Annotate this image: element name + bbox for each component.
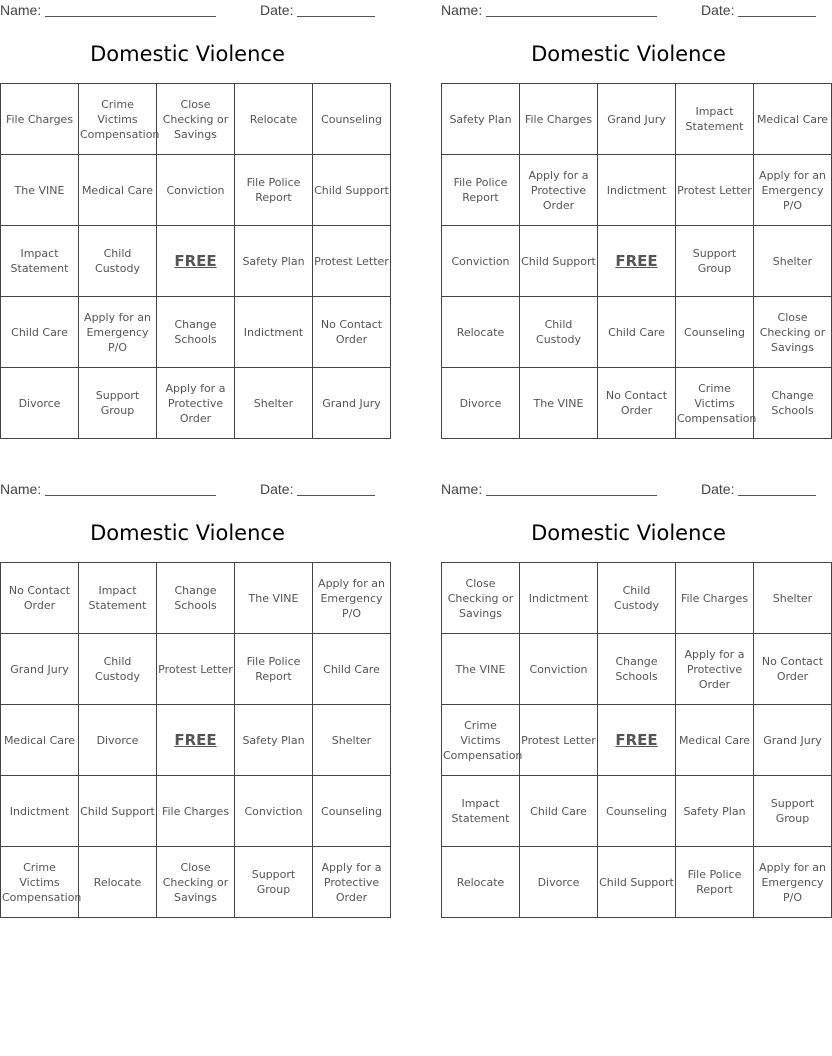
bingo-cell: Child Support bbox=[598, 847, 676, 918]
bingo-cell: Shelter bbox=[754, 563, 832, 634]
bingo-cell: File Police Report bbox=[442, 155, 520, 226]
bingo-cell: Apply for a Protective Order bbox=[676, 634, 754, 705]
bingo-cell: Protest Letter bbox=[313, 226, 391, 297]
bingo-cell: Child Support bbox=[79, 776, 157, 847]
name-label: Name: bbox=[0, 481, 42, 497]
bingo-row bbox=[442, 297, 832, 368]
bingo-cell: No Contact Order bbox=[754, 634, 832, 705]
bingo-cell: Support Group bbox=[754, 776, 832, 847]
bingo-cell: Counseling bbox=[598, 776, 676, 847]
bingo-card bbox=[441, 479, 826, 913]
bingo-cell: Child Support bbox=[313, 155, 391, 226]
bingo-cell: Child Care bbox=[598, 297, 676, 368]
bingo-cell: No Contact Order bbox=[598, 368, 676, 439]
bingo-cell: Apply for an Emergency P/O bbox=[313, 563, 391, 634]
name-blank-line[interactable] bbox=[45, 16, 216, 17]
bingo-cell: Crime Victims Compensation bbox=[676, 368, 754, 439]
bingo-cell: Close Checking or Savings bbox=[157, 84, 235, 155]
bingo-cell: No Contact Order bbox=[1, 563, 79, 634]
name-date-header bbox=[441, 2, 816, 20]
bingo-cell: Shelter bbox=[313, 705, 391, 776]
bingo-cell: Relocate bbox=[442, 847, 520, 918]
bingo-cell: Medical Care bbox=[754, 84, 832, 155]
bingo-cell: File Police Report bbox=[235, 634, 313, 705]
bingo-row bbox=[1, 634, 391, 705]
bingo-cell: The VINE bbox=[235, 563, 313, 634]
bingo-cell: Apply for an Emergency P/O bbox=[754, 155, 832, 226]
bingo-cell: Conviction bbox=[157, 155, 235, 226]
bingo-cell: Close Checking or Savings bbox=[157, 847, 235, 918]
bingo-cell: Change Schools bbox=[754, 368, 832, 439]
bingo-cell: Counseling bbox=[313, 776, 391, 847]
bingo-cell: Shelter bbox=[754, 226, 832, 297]
name-date-header bbox=[0, 2, 375, 20]
bingo-cell: Impact Statement bbox=[1, 226, 79, 297]
bingo-cell: Indictment bbox=[235, 297, 313, 368]
bingo-cell: Crime Victims Compensation bbox=[1, 847, 79, 918]
bingo-cell: Protest Letter bbox=[157, 634, 235, 705]
bingo-cell: Close Checking or Savings bbox=[754, 297, 832, 368]
bingo-cell: Divorce bbox=[79, 705, 157, 776]
bingo-row bbox=[442, 563, 832, 634]
bingo-card bbox=[0, 479, 385, 913]
name-label: Name: bbox=[441, 481, 483, 497]
bingo-cell: Divorce bbox=[442, 368, 520, 439]
bingo-row bbox=[1, 84, 391, 155]
bingo-cell: The VINE bbox=[1, 155, 79, 226]
bingo-cell: Child Care bbox=[313, 634, 391, 705]
name-label: Name: bbox=[0, 2, 42, 18]
bingo-cell: Apply for a Protective Order bbox=[157, 368, 235, 439]
bingo-row bbox=[442, 155, 832, 226]
bingo-grid bbox=[0, 562, 391, 918]
bingo-cell: File Charges bbox=[1, 84, 79, 155]
bingo-cell: Apply for an Emergency P/O bbox=[79, 297, 157, 368]
bingo-cell: Shelter bbox=[235, 368, 313, 439]
date-label: Date: bbox=[260, 2, 294, 18]
date-label: Date: bbox=[701, 2, 735, 18]
bingo-cell: Support Group bbox=[79, 368, 157, 439]
bingo-cell: Safety Plan bbox=[442, 84, 520, 155]
bingo-cell: Conviction bbox=[442, 226, 520, 297]
bingo-cell: Relocate bbox=[442, 297, 520, 368]
bingo-row bbox=[442, 847, 832, 918]
bingo-row bbox=[1, 705, 391, 776]
bingo-cell: Protest Letter bbox=[520, 705, 598, 776]
name-label: Name: bbox=[441, 2, 483, 18]
bingo-cell: Close Checking or Savings bbox=[442, 563, 520, 634]
bingo-row bbox=[442, 705, 832, 776]
card-title: Domestic Violence bbox=[90, 521, 285, 545]
bingo-cell: Medical Care bbox=[676, 705, 754, 776]
bingo-cell: Child Custody bbox=[520, 297, 598, 368]
bingo-cell: Conviction bbox=[235, 776, 313, 847]
bingo-cell: Child Custody bbox=[79, 226, 157, 297]
bingo-cell: Protest Letter bbox=[676, 155, 754, 226]
bingo-grid bbox=[0, 83, 391, 439]
bingo-cell: Indictment bbox=[598, 155, 676, 226]
date-blank-line[interactable] bbox=[297, 16, 375, 17]
bingo-row bbox=[1, 847, 391, 918]
bingo-cell: Grand Jury bbox=[754, 705, 832, 776]
bingo-cell: The VINE bbox=[442, 634, 520, 705]
bingo-cell: Grand Jury bbox=[313, 368, 391, 439]
bingo-cell: Child Support bbox=[520, 226, 598, 297]
bingo-cell: Impact Statement bbox=[79, 563, 157, 634]
bingo-row bbox=[1, 297, 391, 368]
bingo-cell: Child Care bbox=[520, 776, 598, 847]
bingo-cell: File Police Report bbox=[676, 847, 754, 918]
bingo-cell: Apply for an Emergency P/O bbox=[754, 847, 832, 918]
bingo-cell: Impact Statement bbox=[676, 84, 754, 155]
free-space-cell: FREE bbox=[157, 705, 235, 776]
bingo-cell: Counseling bbox=[313, 84, 391, 155]
bingo-row bbox=[442, 84, 832, 155]
card-title: Domestic Violence bbox=[90, 42, 285, 66]
free-space-cell: FREE bbox=[157, 226, 235, 297]
bingo-cell: Medical Care bbox=[79, 155, 157, 226]
bingo-row bbox=[1, 563, 391, 634]
bingo-cell: Relocate bbox=[235, 84, 313, 155]
bingo-cell: Crime Victims Compensation bbox=[442, 705, 520, 776]
bingo-cell: Grand Jury bbox=[1, 634, 79, 705]
free-space-cell: FREE bbox=[598, 705, 676, 776]
bingo-cell: No Contact Order bbox=[313, 297, 391, 368]
bingo-row bbox=[1, 368, 391, 439]
date-blank-line[interactable] bbox=[297, 495, 375, 496]
bingo-row bbox=[1, 155, 391, 226]
bingo-cell: Medical Care bbox=[1, 705, 79, 776]
bingo-cell: Safety Plan bbox=[235, 705, 313, 776]
card-title: Domestic Violence bbox=[531, 42, 726, 66]
bingo-cell: Change Schools bbox=[598, 634, 676, 705]
bingo-row bbox=[442, 226, 832, 297]
bingo-cell: Apply for a Protective Order bbox=[313, 847, 391, 918]
name-blank-line[interactable] bbox=[45, 495, 216, 496]
bingo-cell: File Charges bbox=[157, 776, 235, 847]
bingo-cell: Child Custody bbox=[598, 563, 676, 634]
bingo-cell: Child Custody bbox=[79, 634, 157, 705]
bingo-cell: Conviction bbox=[520, 634, 598, 705]
bingo-cell: Support Group bbox=[235, 847, 313, 918]
bingo-cell: Impact Statement bbox=[442, 776, 520, 847]
bingo-row bbox=[442, 368, 832, 439]
bingo-cell: Divorce bbox=[520, 847, 598, 918]
date-blank-line[interactable] bbox=[738, 495, 816, 496]
bingo-cell: Change Schools bbox=[157, 297, 235, 368]
bingo-cell: Child Care bbox=[1, 297, 79, 368]
name-blank-line[interactable] bbox=[486, 495, 657, 496]
bingo-grid bbox=[441, 83, 832, 439]
bingo-cell: Grand Jury bbox=[598, 84, 676, 155]
bingo-card bbox=[0, 0, 389, 434]
bingo-cell: Indictment bbox=[1, 776, 79, 847]
bingo-cell: Counseling bbox=[676, 297, 754, 368]
date-label: Date: bbox=[701, 481, 735, 497]
bingo-cell: Safety Plan bbox=[235, 226, 313, 297]
bingo-row bbox=[1, 226, 391, 297]
bingo-cell: Support Group bbox=[676, 226, 754, 297]
date-label: Date: bbox=[260, 481, 294, 497]
bingo-cell: Safety Plan bbox=[676, 776, 754, 847]
bingo-cell: Change Schools bbox=[157, 563, 235, 634]
bingo-row bbox=[442, 634, 832, 705]
bingo-row bbox=[1, 776, 391, 847]
name-date-header bbox=[0, 481, 375, 499]
bingo-cell: The VINE bbox=[520, 368, 598, 439]
bingo-cell: Indictment bbox=[520, 563, 598, 634]
bingo-card bbox=[441, 0, 829, 434]
name-blank-line[interactable] bbox=[486, 16, 657, 17]
name-date-header bbox=[441, 481, 816, 499]
free-space-cell: FREE bbox=[598, 226, 676, 297]
bingo-cell: File Charges bbox=[520, 84, 598, 155]
bingo-cell: File Police Report bbox=[235, 155, 313, 226]
card-title: Domestic Violence bbox=[531, 521, 726, 545]
bingo-row bbox=[442, 776, 832, 847]
bingo-cell: Crime Victims Compensation bbox=[79, 84, 157, 155]
bingo-cell: File Charges bbox=[676, 563, 754, 634]
bingo-grid bbox=[441, 562, 832, 918]
date-blank-line[interactable] bbox=[738, 16, 816, 17]
bingo-cell: Apply for a Protective Order bbox=[520, 155, 598, 226]
bingo-cell: Relocate bbox=[79, 847, 157, 918]
bingo-cell: Divorce bbox=[1, 368, 79, 439]
